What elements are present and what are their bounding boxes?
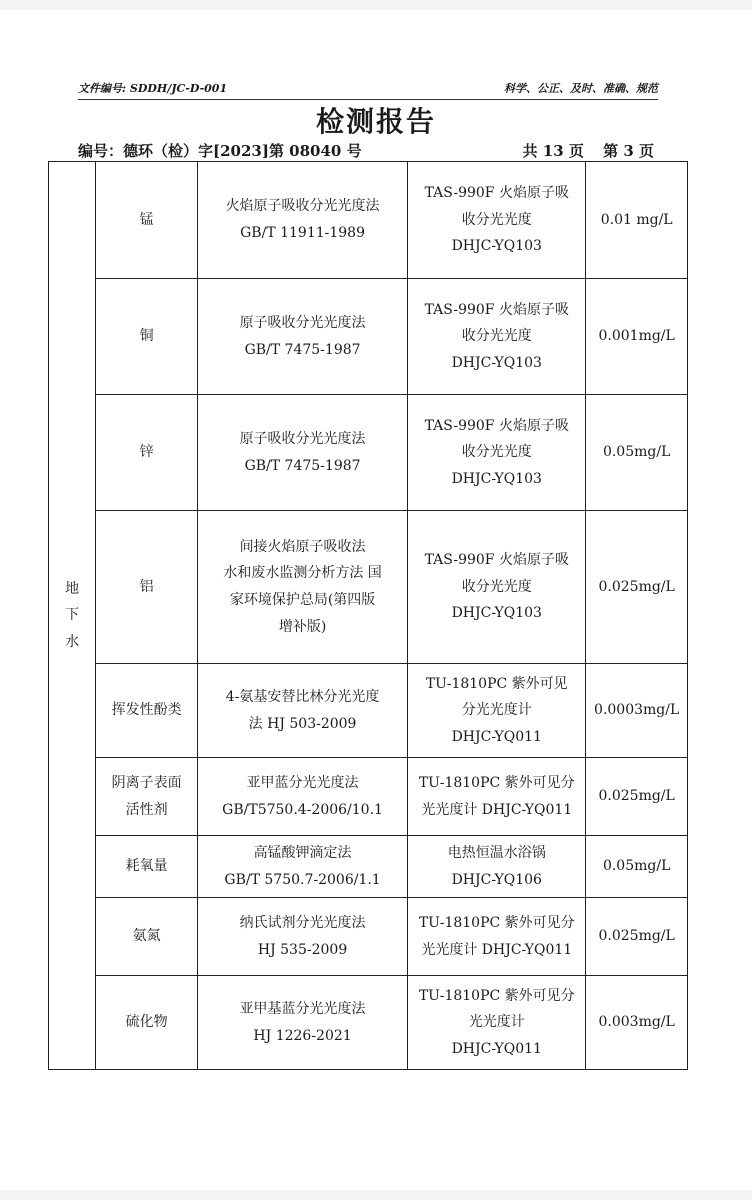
parameter-cell-line: 锌 (139, 444, 154, 461)
instrument-cell-line: TU-1810PC 紫外可见分 (418, 774, 575, 791)
instrument-cell-line: 光光度计 (468, 1014, 525, 1031)
parameter-cell-line: 铝 (139, 578, 154, 595)
method-cell-line: HJ 535-2009 (257, 941, 348, 958)
parameter-cell-line: 阴离子表面 (111, 774, 182, 791)
parameter-cell (96, 664, 198, 758)
page-count (509, 140, 654, 161)
instrument-cell-line: TU-1810PC 紫外可见分 (418, 914, 575, 931)
method-cell-line: 4-氨基安替比林分光光度 (225, 688, 380, 705)
parameter-cell-line: 铜 (139, 328, 154, 345)
instrument-cell-line: DHJC-YQ103 (451, 354, 542, 371)
parameter-cell-line: 氨氮 (132, 928, 161, 945)
method-cell-line: 纳氏试剂分光光度法 (239, 914, 366, 931)
parameter-cell-line: 耗氧量 (125, 858, 168, 875)
table-row (49, 836, 688, 898)
method-cell-line: GB/T 7475-1987 (244, 341, 361, 358)
table-row (49, 511, 688, 664)
detection-limit-cell: 0.05mg/L (586, 395, 688, 511)
instrument-cell-line: TU-1810PC 紫外可见 (425, 675, 568, 692)
method-cell-line: 间接火焰原子吸收法 (239, 538, 366, 555)
method-cell-line: 原子吸收分光光度法 (239, 430, 366, 447)
parameter-cell (96, 279, 198, 395)
parameter-cell (96, 395, 198, 511)
instrument-cell-line: 收分光光度 (461, 444, 532, 461)
instrument-cell-line: DHJC-YQ011 (451, 1040, 542, 1057)
parameter-cell-line: 活性剂 (125, 801, 168, 818)
instrument-cell-line: 分光光度计 (461, 702, 532, 719)
method-cell-line: 原子吸收分光光度法 (239, 314, 366, 331)
category-cell (49, 162, 96, 1070)
table-row (49, 279, 688, 395)
current-page: 第 3 页 (603, 142, 654, 160)
table-row (49, 664, 688, 758)
instrument-cell-line: TAS-990F 火焰原子吸 (424, 185, 569, 202)
table-row (49, 898, 688, 976)
method-cell-line: GB/T 11911-1989 (240, 225, 365, 241)
parameter-cell (96, 162, 198, 279)
instrument-cell-line: 光光度计 DHJC-YQ011 (421, 801, 573, 818)
parameter-cell-line: 锰 (139, 211, 154, 228)
instrument-cell-line: TAS-990F 火焰原子吸 (424, 552, 569, 569)
method-cell-line: 法 HJ 503-2009 (248, 715, 357, 732)
method-cell (197, 279, 407, 395)
table-row (49, 162, 688, 279)
instrument-cell-line: DHJC-YQ011 (451, 728, 542, 745)
detection-limit-cell: 0.0003mg/L (586, 664, 688, 758)
instrument-cell (408, 395, 586, 511)
method-cell (197, 664, 407, 758)
instrument-cell-line: DHJC-YQ103 (451, 470, 542, 487)
instrument-cell-line: DHJC-YQ106 (451, 871, 542, 888)
instrument-cell (408, 976, 586, 1070)
table-row (49, 758, 688, 836)
parameter-cell (96, 898, 198, 976)
parameter-cell (96, 511, 198, 664)
detection-limit-cell: 0.001mg/L (586, 279, 688, 395)
instrument-cell-line: TU-1810PC 紫外可见分 (418, 987, 575, 1004)
report-number: 编号：德环（检）字[2023]第 08040 号 (78, 142, 362, 160)
instrument-cell-line: TAS-990F 火焰原子吸 (424, 301, 569, 318)
table-row (49, 395, 688, 511)
test-method-table (48, 161, 688, 1070)
document-header (78, 80, 658, 100)
instrument-cell (408, 664, 586, 758)
instrument-cell-line: 收分光光度 (461, 578, 532, 595)
instrument-cell (408, 836, 586, 898)
detection-limit-cell: 0.025mg/L (586, 511, 688, 664)
instrument-cell-line: TAS-990F 火焰原子吸 (424, 417, 569, 434)
detection-limit-cell: 0.003mg/L (586, 976, 688, 1070)
method-cell (197, 162, 407, 279)
parameter-cell (96, 836, 198, 898)
method-cell (197, 976, 407, 1070)
instrument-cell-line: DHJC-YQ103 (451, 238, 542, 255)
instrument-cell-line: 收分光光度 (461, 211, 532, 228)
instrument-cell (408, 511, 586, 664)
table-row (49, 976, 688, 1070)
total-pages: 共 13 页 (522, 142, 584, 160)
method-cell-line: 亚甲基蓝分光光度法 (239, 1000, 366, 1017)
method-cell-line: GB/T 7475-1987 (244, 457, 361, 474)
instrument-cell-line: 电热恒温水浴锅 (447, 844, 546, 861)
instrument-cell (408, 898, 586, 976)
method-cell-line: 火焰原子吸收分光光度法 (225, 198, 380, 215)
method-cell-line: GB/T5750.4-2006/10.1 (222, 801, 383, 818)
method-cell-line: 高锰酸钾滴定法 (253, 844, 352, 861)
category-char: 地 (65, 580, 80, 597)
method-cell-line: 增补版) (278, 618, 327, 635)
method-cell (197, 395, 407, 511)
detection-limit-cell: 0.025mg/L (586, 898, 688, 976)
parameter-cell-line: 挥发性酚类 (111, 702, 182, 719)
bottom-band (0, 1190, 752, 1200)
method-cell (197, 836, 407, 898)
parameter-cell-line: 硫化物 (125, 1014, 168, 1031)
method-cell-line: 亚甲蓝分光光度法 (246, 774, 359, 791)
parameter-cell (96, 976, 198, 1070)
method-cell (197, 511, 407, 664)
method-cell-line: 水和废水监测分析方法 国 (223, 565, 382, 582)
instrument-cell (408, 758, 586, 836)
method-cell-line: HJ 1226-2021 (253, 1027, 352, 1044)
method-cell-line: 家环境保护总局(第四版 (229, 592, 376, 608)
detection-limit-cell: 0.05mg/L (586, 836, 688, 898)
instrument-cell-line: 光光度计 DHJC-YQ011 (421, 941, 573, 958)
category-char: 水 (65, 633, 80, 650)
motto: 科学、公正、及时、准确、规范 (504, 82, 658, 95)
report-meta (78, 140, 654, 161)
instrument-cell-line: 收分光光度 (461, 328, 532, 345)
method-cell (197, 758, 407, 836)
category-char: 下 (65, 607, 80, 624)
detection-limit-cell: 0.025mg/L (586, 758, 688, 836)
method-cell-line: GB/T 5750.7-2006/1.1 (224, 871, 381, 888)
instrument-cell (408, 279, 586, 395)
method-cell (197, 898, 407, 976)
instrument-cell-line: DHJC-YQ103 (451, 605, 542, 622)
instrument-cell (408, 162, 586, 279)
document-number: 文件编号: SDDH/JC-D-001 (78, 82, 228, 95)
table-body (49, 162, 688, 1070)
top-band (0, 0, 752, 10)
page-title: 检测报告 (315, 105, 436, 138)
detection-limit-cell: 0.01 mg/L (586, 162, 688, 279)
parameter-cell (96, 758, 198, 836)
